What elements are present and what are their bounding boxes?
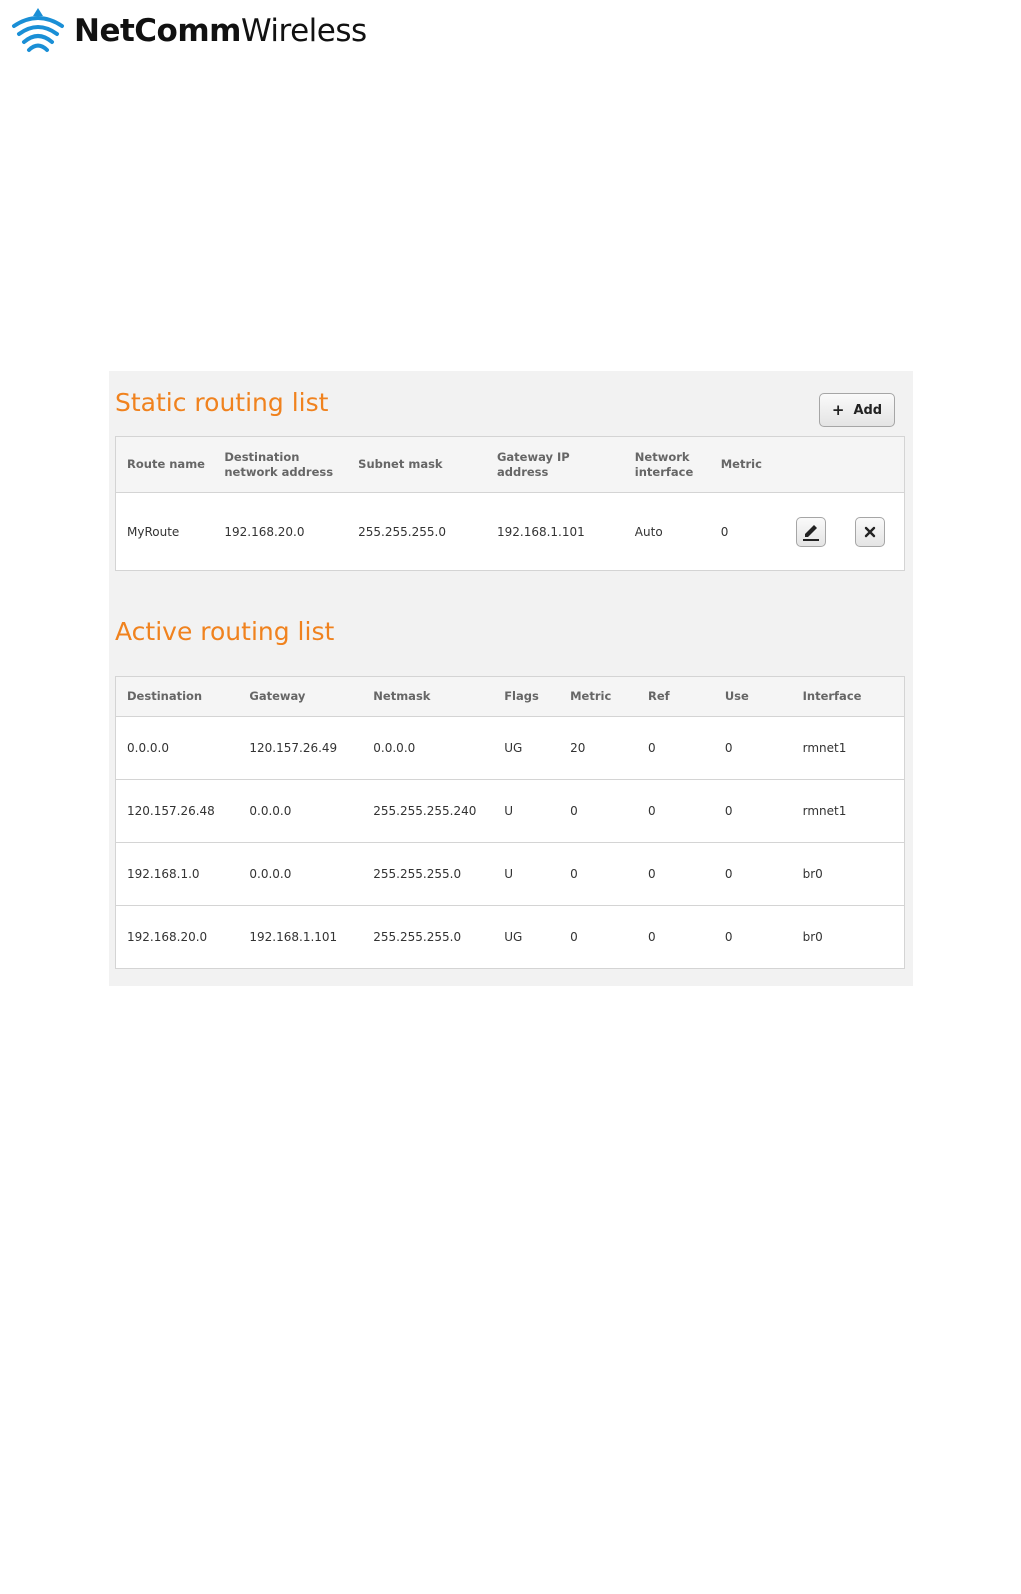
static-routing-title: Static routing list [115,388,329,417]
flags-cell: UG [493,717,559,780]
ref-cell: 0 [637,906,714,969]
static-header-row [116,437,905,493]
gateway-cell: 0.0.0.0 [238,780,362,843]
interface-cell: br0 [792,906,905,969]
table-row [116,717,905,780]
pencil-icon [801,522,821,542]
edit-route-button[interactable] [796,517,826,547]
metric-cell: 0 [559,843,637,906]
table-row [116,780,905,843]
delete-cell [844,493,905,571]
add-route-button[interactable] [819,393,895,427]
destination-cell: 0.0.0.0 [116,717,239,780]
col-route-name: Route name [116,437,214,493]
metric-cell: 0 [559,906,637,969]
col-interface: Interface [792,677,905,717]
col-destination-network: Destination network address [213,437,347,493]
col-gateway: Gateway [238,677,362,717]
interface-cell: br0 [792,843,905,906]
metric-cell: 20 [559,717,637,780]
col-delete [844,437,905,493]
col-metric: Metric [710,437,785,493]
ref-cell: 0 [637,780,714,843]
col-gateway-ip: Gateway IP address [486,437,624,493]
use-cell: 0 [714,906,792,969]
table-row [116,906,905,969]
netmask-cell: 255.255.255.240 [362,780,493,843]
netmask-cell: 0.0.0.0 [362,717,493,780]
metric-cell: 0 [710,493,785,571]
close-icon [864,526,876,538]
gateway-cell: 192.168.1.101 [238,906,362,969]
subnet-mask-cell: 255.255.255.0 [347,493,486,571]
col-use: Use [714,677,792,717]
destination-cell: 192.168.20.0 [213,493,347,571]
flags-cell: U [493,843,559,906]
use-cell: 0 [714,780,792,843]
table-row [116,843,905,906]
netmask-cell: 255.255.255.0 [362,843,493,906]
interface-cell: rmnet1 [792,717,905,780]
col-metric: Metric [559,677,637,717]
wifi-signal-icon [10,6,66,56]
gateway-cell: 192.168.1.101 [486,493,624,571]
add-route-label: Add [853,402,883,418]
use-cell: 0 [714,843,792,906]
static-routing-table [115,436,905,571]
table-row [116,493,905,571]
interface-cell: Auto [624,493,710,571]
destination-cell: 192.168.20.0 [116,906,239,969]
col-netmask: Netmask [362,677,493,717]
brand-logo [10,6,367,56]
col-ref: Ref [637,677,714,717]
ref-cell: 0 [637,843,714,906]
col-edit [785,437,844,493]
col-destination: Destination [116,677,239,717]
ref-cell: 0 [637,717,714,780]
col-flags: Flags [493,677,559,717]
brand-name: NetCommWireless [74,13,367,49]
col-subnet-mask: Subnet mask [347,437,486,493]
edit-cell [785,493,844,571]
metric-cell: 0 [559,780,637,843]
flags-cell: UG [493,906,559,969]
gateway-cell: 120.157.26.49 [238,717,362,780]
gateway-cell: 0.0.0.0 [238,843,362,906]
netmask-cell: 255.255.255.0 [362,906,493,969]
use-cell: 0 [714,717,792,780]
routing-panel [109,371,913,986]
delete-route-button[interactable] [855,517,885,547]
active-header-row [116,677,905,717]
flags-cell: U [493,780,559,843]
interface-cell: rmnet1 [792,780,905,843]
col-network-interface: Network interface [624,437,710,493]
active-routing-table [115,676,905,969]
destination-cell: 192.168.1.0 [116,843,239,906]
plus-icon: + [831,401,845,419]
destination-cell: 120.157.26.48 [116,780,239,843]
active-routing-title: Active routing list [115,617,335,646]
route-name-cell: MyRoute [116,493,214,571]
